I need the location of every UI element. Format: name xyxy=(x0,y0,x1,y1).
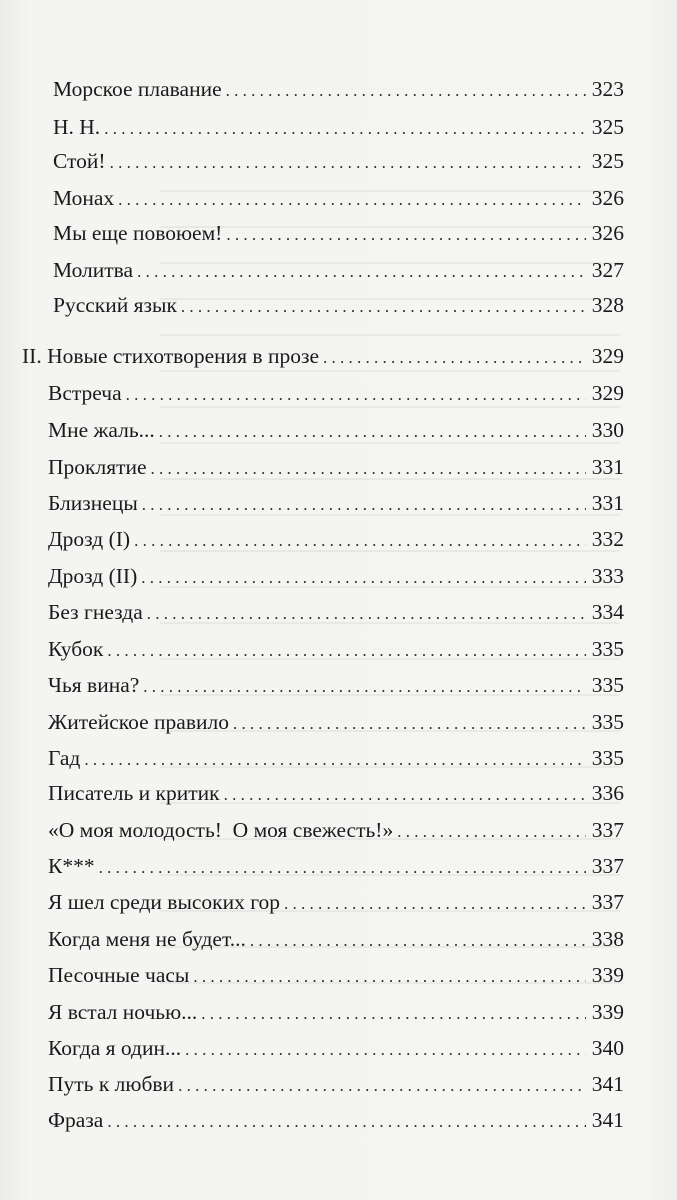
toc-entry-title: Близнецы xyxy=(48,491,138,515)
toc-entry xyxy=(48,380,624,408)
dot-leader xyxy=(147,601,586,627)
toc-entry xyxy=(48,636,624,664)
toc-entry xyxy=(53,114,624,142)
toc-entry xyxy=(48,962,624,990)
toc-entry-page: 341 xyxy=(591,1072,624,1096)
dot-leader xyxy=(226,222,585,248)
dot-leader xyxy=(141,565,586,591)
toc-entry xyxy=(48,526,624,554)
toc-entry xyxy=(48,563,624,591)
toc-entry-title: Писатель и критик xyxy=(48,781,220,805)
dot-leader xyxy=(84,747,585,773)
toc-entry xyxy=(53,292,624,320)
dot-leader xyxy=(226,78,586,104)
toc-entry xyxy=(48,926,624,954)
toc-entry xyxy=(48,417,624,445)
toc-entry xyxy=(48,999,624,1027)
dot-leader xyxy=(134,528,586,554)
dot-leader xyxy=(99,855,586,881)
toc-entry xyxy=(48,1107,624,1135)
toc-entry-title: Без гнезда xyxy=(48,600,143,624)
toc-entry-page: 337 xyxy=(591,818,624,842)
dot-leader xyxy=(110,150,586,176)
toc-entry-page: 331 xyxy=(591,491,624,515)
toc-entry-title: Когда я один... xyxy=(48,1036,182,1060)
toc-entry xyxy=(48,889,624,917)
toc-entry-page: 339 xyxy=(591,1000,624,1024)
dot-leader xyxy=(104,116,586,142)
toc-entry-title: «О моя молодость! О моя свежесть!» xyxy=(48,818,394,842)
toc-entry-title: Русский язык xyxy=(53,293,177,317)
toc-entry-title: Фраза xyxy=(48,1108,104,1132)
section-heading-page: 329 xyxy=(591,344,624,368)
dot-leader xyxy=(126,382,586,408)
dot-leader xyxy=(233,711,586,737)
toc-entry-page: 334 xyxy=(591,600,624,624)
dot-leader xyxy=(201,1001,585,1027)
toc-entry-title: Дрозд (I) xyxy=(48,527,131,551)
toc-entry-title: Я шел среди высоких гор xyxy=(48,890,281,914)
toc-entry-page: 326 xyxy=(591,186,624,210)
dot-leader xyxy=(284,891,586,917)
toc-entry-title: Морское плавание xyxy=(53,77,222,101)
toc-entry-page: 337 xyxy=(591,854,624,878)
toc-entry-title: Монах xyxy=(53,186,115,210)
toc-entry-title: Мы еще повоюем! xyxy=(53,221,223,245)
toc-entry xyxy=(48,454,624,482)
toc-entry-title: Молитва xyxy=(53,258,134,282)
dot-leader xyxy=(118,187,586,213)
toc-entry xyxy=(48,709,624,737)
toc-entry xyxy=(48,780,624,808)
toc-entry-page: 335 xyxy=(591,673,624,697)
toc-entry-title: Кубок xyxy=(48,637,104,661)
toc-entry-title: Чья вина? xyxy=(48,673,140,697)
toc-entry xyxy=(53,220,624,248)
toc-entry-title: Путь к любви xyxy=(48,1072,175,1096)
toc-entry-page: 340 xyxy=(591,1036,624,1060)
toc-entry-page: 333 xyxy=(591,564,624,588)
toc-entry-page: 329 xyxy=(591,381,624,405)
toc-entry-page: 339 xyxy=(591,963,624,987)
dot-leader xyxy=(107,1109,585,1135)
dot-leader xyxy=(151,456,586,482)
toc-entry-page: 325 xyxy=(591,115,624,139)
toc-entry xyxy=(48,853,624,881)
dot-leader xyxy=(323,345,586,371)
toc-entry-title: Песочные часы xyxy=(48,963,190,987)
toc-entry xyxy=(48,817,624,845)
toc-entry-title: Н. Н. xyxy=(53,115,101,139)
toc-entry-title: Проклятие xyxy=(48,455,147,479)
dot-leader xyxy=(397,819,586,845)
dot-leader xyxy=(142,492,586,518)
dot-leader xyxy=(181,294,586,320)
toc-entry xyxy=(48,1035,624,1063)
dot-leader xyxy=(193,964,585,990)
toc-entry-page: 335 xyxy=(591,637,624,661)
dot-leader xyxy=(178,1073,586,1099)
toc-entry-title: Стой! xyxy=(53,149,106,173)
toc-section-heading xyxy=(22,343,624,371)
toc-entry-page: 325 xyxy=(591,149,624,173)
toc-entry xyxy=(53,257,624,285)
dot-leader xyxy=(107,638,585,664)
toc-entry-page: 338 xyxy=(591,927,624,951)
toc-entry-title: Дрозд (II) xyxy=(48,564,138,588)
toc-entry xyxy=(53,185,624,213)
toc-entry-page: 326 xyxy=(591,221,624,245)
toc-entry-title: К*** xyxy=(48,854,95,878)
toc-entry xyxy=(48,599,624,627)
toc-entry-page: 327 xyxy=(591,258,624,282)
toc-entry xyxy=(48,1071,624,1099)
toc-entry-title: Встреча xyxy=(48,381,122,405)
toc-entry xyxy=(48,672,624,700)
dot-leader xyxy=(137,259,586,285)
toc-entry-title: Когда меня не будет... xyxy=(48,927,246,951)
toc-entry-page: 332 xyxy=(591,527,624,551)
toc-entry xyxy=(53,148,624,176)
toc-entry-page: 330 xyxy=(591,418,624,442)
toc-entry-title: Житейское правило xyxy=(48,710,229,734)
toc-entry-title: Я встал ночью... xyxy=(48,1000,198,1024)
dot-leader xyxy=(185,1037,586,1063)
section-heading-title: II. Новые стихотворения в прозе xyxy=(22,344,319,368)
dot-leader xyxy=(250,928,586,954)
toc-entry-page: 335 xyxy=(591,746,624,770)
dot-leader xyxy=(159,419,586,445)
toc-entry-title: Мне жаль... xyxy=(48,418,155,442)
toc-entry xyxy=(48,745,624,773)
toc-entry xyxy=(48,490,624,518)
toc-entry-title: Гад xyxy=(48,746,81,770)
toc-entry-page: 341 xyxy=(591,1108,624,1132)
toc-entry-page: 323 xyxy=(591,77,624,101)
dot-leader xyxy=(143,674,585,700)
dot-leader xyxy=(224,782,586,808)
toc-entry-page: 328 xyxy=(591,293,624,317)
toc-entry-page: 335 xyxy=(591,710,624,734)
toc-entry-page: 336 xyxy=(591,781,624,805)
toc-entry-page: 337 xyxy=(591,890,624,914)
toc-entry xyxy=(53,76,624,104)
toc-entry-page: 331 xyxy=(591,455,624,479)
